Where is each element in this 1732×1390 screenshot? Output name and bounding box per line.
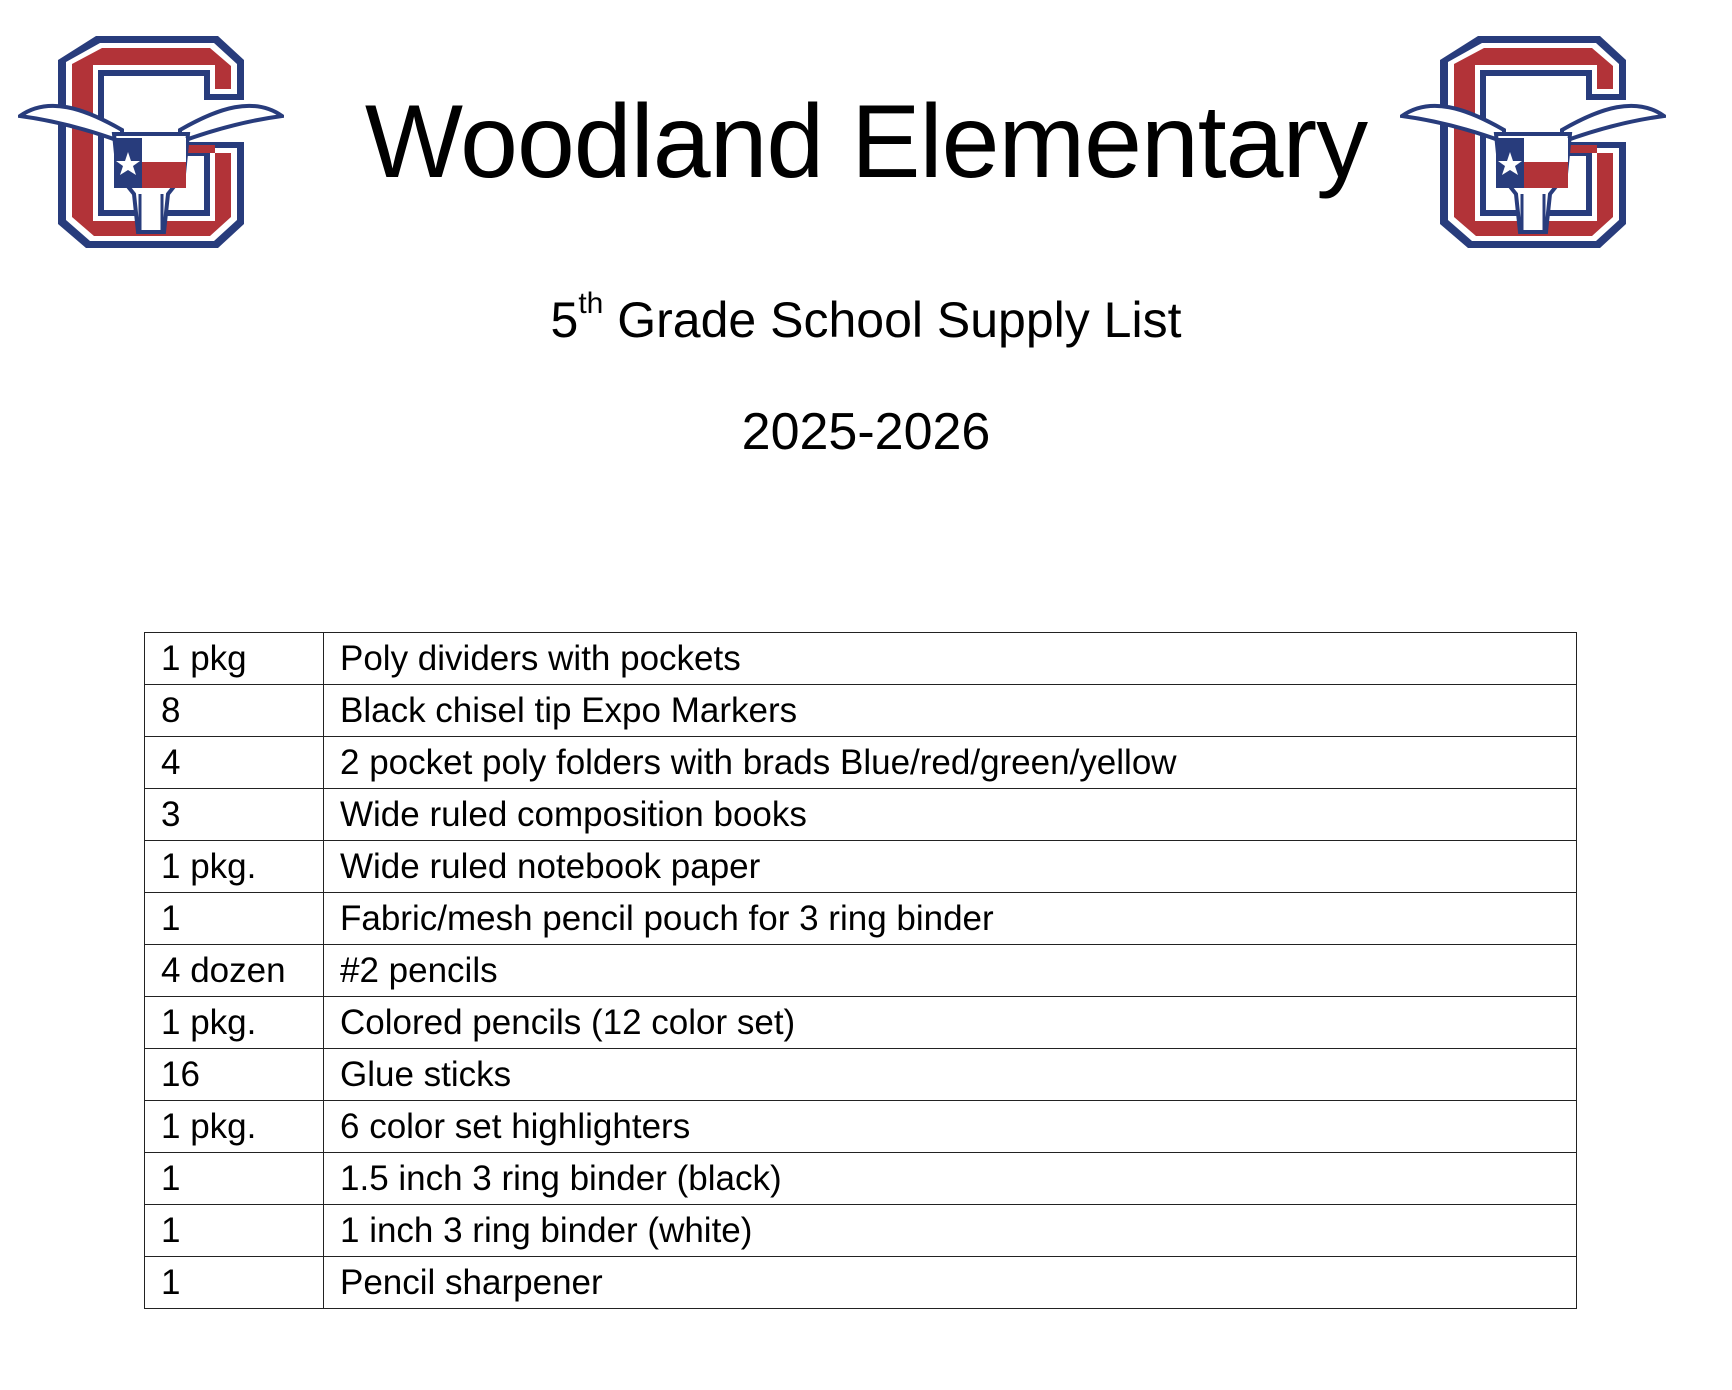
item-cell: 6 color set highlighters [324, 1101, 1577, 1153]
table-row [145, 685, 1577, 737]
item-cell: Glue sticks [324, 1049, 1577, 1101]
table-row [145, 841, 1577, 893]
list-title-text: Grade School Supply List [603, 292, 1182, 348]
table-row [145, 1205, 1577, 1257]
table-row [145, 1049, 1577, 1101]
table-row [145, 737, 1577, 789]
grade-number: 5 [550, 292, 579, 348]
quantity-cell: 1 pkg. [145, 1101, 324, 1153]
quantity-cell: 1 [145, 1153, 324, 1205]
grade-suffix: th [578, 287, 604, 321]
quantity-cell: 4 dozen [145, 945, 324, 997]
item-cell: 1.5 inch 3 ring binder (black) [324, 1153, 1577, 1205]
table-row [145, 789, 1577, 841]
item-cell: Poly dividers with pockets [324, 633, 1577, 685]
table-row [145, 893, 1577, 945]
supply-list-title [0, 288, 1732, 352]
quantity-cell: 1 [145, 893, 324, 945]
table-row [145, 1153, 1577, 1205]
supply-table [144, 632, 1577, 1309]
quantity-cell: 1 pkg. [145, 841, 324, 893]
table-row [145, 633, 1577, 685]
table-row [145, 1101, 1577, 1153]
item-cell: Wide ruled composition books [324, 789, 1577, 841]
table-row [145, 997, 1577, 1049]
quantity-cell: 4 [145, 737, 324, 789]
item-cell: #2 pencils [324, 945, 1577, 997]
item-cell: Black chisel tip Expo Markers [324, 685, 1577, 737]
quantity-cell: 16 [145, 1049, 324, 1101]
school-title: Woodland Elementary [364, 84, 1368, 200]
item-cell: 1 inch 3 ring binder (white) [324, 1205, 1577, 1257]
item-cell: Pencil sharpener [324, 1257, 1577, 1309]
table-row [145, 1257, 1577, 1309]
quantity-cell: 1 [145, 1205, 324, 1257]
quantity-cell: 1 pkg [145, 633, 324, 685]
quantity-cell: 3 [145, 789, 324, 841]
item-cell: Colored pencils (12 color set) [324, 997, 1577, 1049]
item-cell: Fabric/mesh pencil pouch for 3 ring binder [324, 893, 1577, 945]
table-row [145, 945, 1577, 997]
quantity-cell: 8 [145, 685, 324, 737]
school-year: 2025-2026 [741, 403, 991, 461]
item-cell: Wide ruled notebook paper [324, 841, 1577, 893]
item-cell: 2 pocket poly folders with brads Blue/red/green/yellow [324, 737, 1577, 789]
quantity-cell: 1 [145, 1257, 324, 1309]
quantity-cell: 1 pkg. [145, 997, 324, 1049]
